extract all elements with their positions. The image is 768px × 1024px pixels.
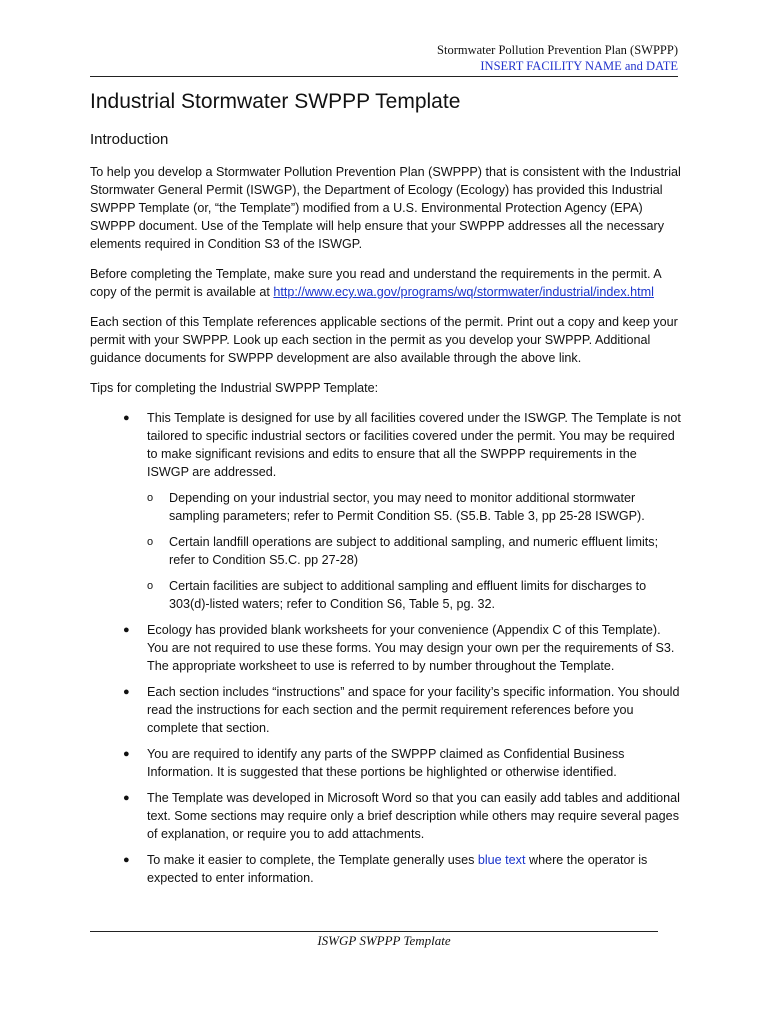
sub-list-item	[147, 533, 682, 569]
running-footer: ISWGP SWPPP Template	[317, 933, 451, 948]
running-header	[437, 42, 678, 74]
sub-list-item-text: Certain facilities are subject to additional sampling and effluent limits for discharges to 303(d)-listed waters; refer to Condition S6, Table 5, pg. 32.	[169, 579, 647, 611]
sub-list-item	[147, 489, 682, 525]
sub-list	[147, 489, 682, 613]
circle-bullet-icon: o	[147, 536, 154, 548]
bullet-icon: ●	[123, 624, 130, 636]
list-item	[90, 683, 682, 737]
intro-paragraph: To help you develop a Stormwater Pollution Prevention Plan (SWPPP) that is consistent with the Industrial Stormwater General Permit (ISWGP), the Department of Ecology (Ecology) has provided this Industrial SWPPP Template (or, “the Template”) modified from a U.S. Environmental Protection Agency (EPA) SWPPP document. Use of the Template will help ensure that your SWPPP addresses all the necessary elements required in Condition S3 of the ISWGP.	[90, 165, 681, 251]
footer-divider	[90, 931, 658, 932]
list-item-text: The Template was developed in Microsoft Word so that you can easily add tables and additional text. Some sections may require only a brief description while others may require several pages of explanation, or require you to add attachments.	[147, 791, 680, 841]
bullet-icon: ●	[123, 686, 130, 698]
bullet-icon: ●	[123, 792, 130, 804]
list-item-text	[147, 853, 647, 885]
list-item	[90, 789, 682, 843]
document-body	[90, 163, 682, 895]
sub-list-item-text: Certain landfill operations are subject to additional sampling, and numeric effluent limits; refer to Condition S5.C. pp 27-28)	[169, 535, 659, 567]
bullet-icon: ●	[123, 412, 130, 424]
list-item	[90, 851, 682, 887]
list-item-text: Each section includes “instructions” and space for your facility’s specific information. You should read the instructions for each section and the permit requirement references before you complete that section.	[147, 685, 680, 735]
header-facility-placeholder: INSERT FACILITY NAME and DATE	[480, 59, 678, 73]
blue-text-sample: blue text	[477, 853, 526, 867]
header-divider	[90, 76, 678, 77]
sub-list-item-text: Depending on your industrial sector, you may need to monitor additional stormwater sampling parameters; refer to Permit Condition S5. (S5.B. Table 3, pp 25-28 ISWGP).	[169, 491, 645, 523]
list-item-text: Ecology has provided blank worksheets for your convenience (Appendix C of this Template). You are not required to use these forms. You may design your own per the requirements of S3. The appropriate worksheet to use is referred to by number throughout the Template.	[147, 623, 675, 673]
tips-list	[90, 409, 682, 887]
section-heading: Introduction	[90, 131, 169, 148]
list-item-text-start: To make it easier to complete, the Template generally uses	[147, 853, 478, 867]
page-title: Industrial Stormwater SWPPP Template	[90, 90, 461, 113]
list-item	[90, 409, 682, 613]
bullet-icon: ●	[123, 748, 130, 760]
circle-bullet-icon: o	[147, 492, 154, 504]
list-item	[90, 745, 682, 781]
permit-paragraph-text: Before completing the Template, make sure you read and understand the requirements in the permit. A copy of the permit is available at	[90, 267, 662, 299]
list-item-text: You are required to identify any parts of the SWPPP claimed as Confidential Business Information. It is suggested that these portions be highlighted or otherwise identified.	[147, 747, 625, 779]
header-plan-title: Stormwater Pollution Prevention Plan (SWPPP)	[437, 43, 678, 57]
bullet-icon: ●	[123, 854, 130, 866]
sub-list-item	[147, 577, 682, 613]
list-item	[90, 621, 682, 675]
circle-bullet-icon: o	[147, 580, 154, 592]
list-item-text-end: where the operator is expected to enter information.	[147, 853, 648, 885]
list-item-text: This Template is designed for use by all facilities covered under the ISWGP. The Template is not tailored to specific industrial sectors or facilities covered under the permit. You may be required to make significant revisions and edits to ensure that all the SWPPP requirements in the ISWGP are addressed.	[147, 411, 681, 479]
permit-paragraph	[90, 265, 682, 301]
tips-heading: Tips for completing the Industrial SWPPP Template:	[90, 381, 379, 395]
permit-link[interactable]: http://www.ecy.wa.gov/programs/wq/stormwater/industrial/index.html	[273, 285, 654, 299]
sections-paragraph: Each section of this Template references applicable sections of the permit. Print out a copy and keep your permit with your SWPPP. Look up each section in the permit as you develop your SWPPP. Additional guidance documents for SWPPP development are also available through the above link.	[90, 315, 678, 365]
